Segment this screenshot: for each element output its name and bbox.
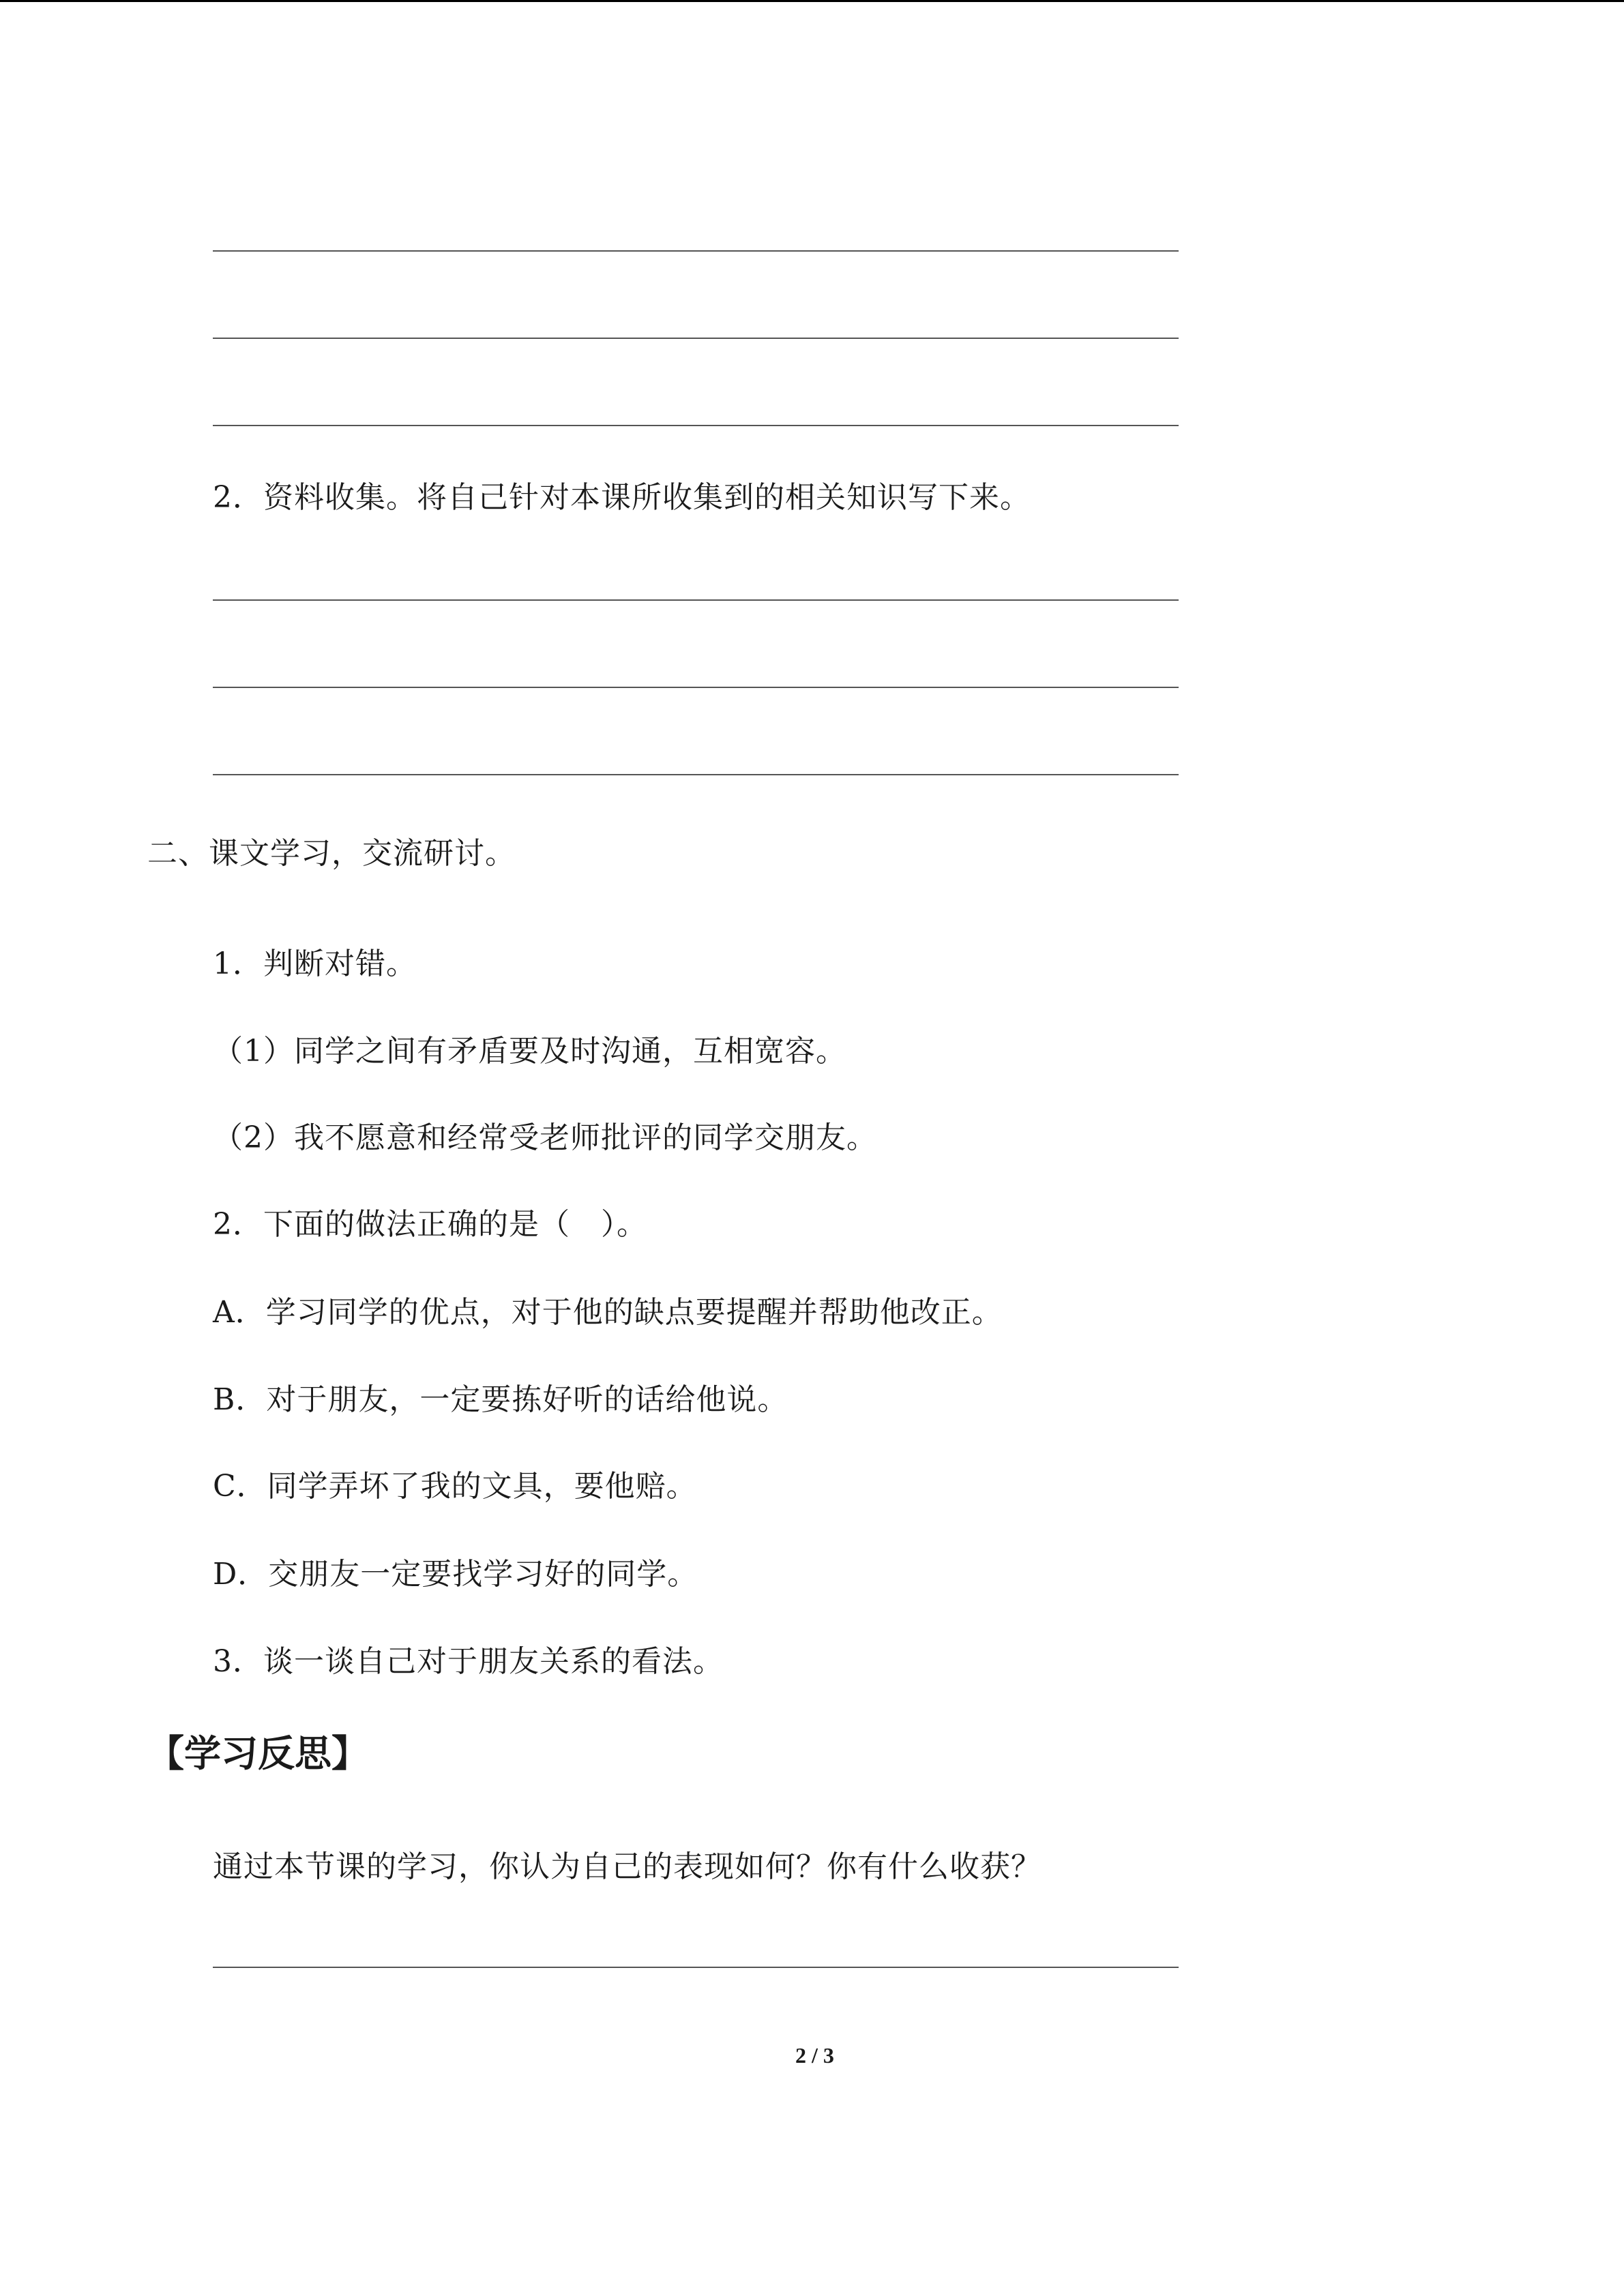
answer-line[interactable]: [213, 687, 1179, 688]
section-heading-text-study: 二、课文学习，交流研讨。: [147, 836, 516, 871]
page-top-border: [0, 0, 1624, 2]
page-number: 2 / 3: [795, 2043, 834, 2068]
answer-line[interactable]: [213, 250, 1179, 252]
option-d: D．交朋友一定要找学习好的同学。: [213, 1557, 698, 1592]
option-a: A．学习同学的优点，对于他的缺点要提醒并帮助他改正。: [213, 1295, 1003, 1330]
answer-line[interactable]: [213, 599, 1179, 601]
item-2-material-collection: 2．资料收集。将自己针对本课所收集到的相关知识写下来。: [213, 480, 1031, 515]
question-1-statement-1: （1）同学之间有矛盾要及时沟通，互相宽容。: [213, 1034, 846, 1069]
option-c: C．同学弄坏了我的文具，要他赔。: [213, 1469, 697, 1504]
answer-line[interactable]: [213, 425, 1179, 426]
reflection-prompt: 通过本节课的学习，你认为自己的表现如何？你有什么收获？: [213, 1849, 1042, 1884]
answer-line[interactable]: [213, 1967, 1179, 1968]
answer-line[interactable]: [213, 774, 1179, 775]
question-3: 3．谈一谈自己对于朋友关系的看法。: [213, 1644, 724, 1679]
question-1-statement-2: （2）我不愿意和经常受老师批评的同学交朋友。: [213, 1120, 877, 1155]
question-2: 2．下面的做法正确的是（ ）。: [213, 1207, 647, 1242]
reflection-heading: 【学习反思】: [147, 1732, 368, 1775]
question-1: 1．判断对错。: [213, 946, 417, 981]
answer-line[interactable]: [213, 338, 1179, 339]
option-b: B．对于朋友，一定要拣好听的话给他说。: [213, 1382, 788, 1417]
